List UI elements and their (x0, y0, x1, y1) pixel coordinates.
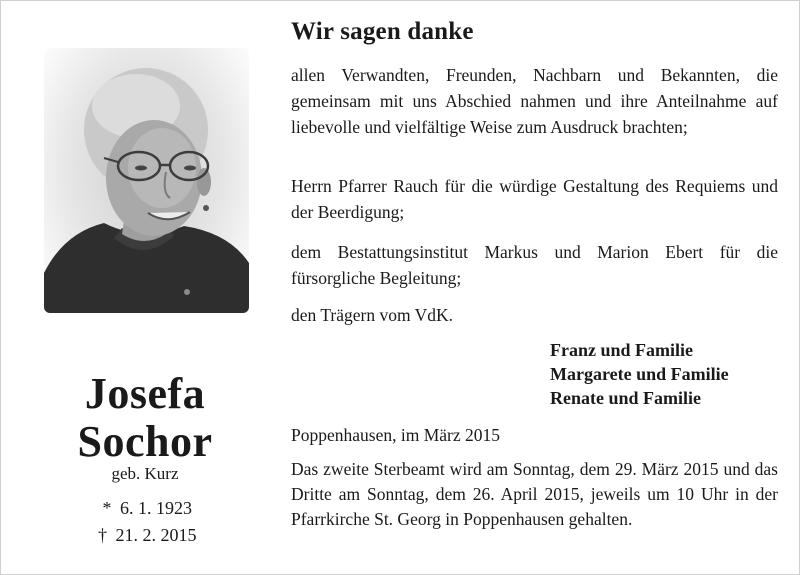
thanks-paragraph: dem Bestattungsinstitut Markus und Marion Ebert für die fürsorgliche Begleitung; (291, 242, 778, 288)
service-note: Das zweite Sterbeamt wird am Sonntag, dem 29. März 2015 und das Dritte am Sonntag, dem 26. April 2015, jeweils um 10 Uhr in der Pfarrkirche St. Georg in Poppenhausen gehalten. (291, 459, 778, 529)
thanks-paragraph: allen Verwandten, Freunden, Nachbarn und Bekannten, die gemeinsam mit uns Abschied nahmen und ihre Anteilnahme auf liebevolle und vielfältige Weise zum Ausdruck brachten; (291, 65, 778, 137)
birth-star-icon: * (102, 498, 112, 518)
death-cross-icon: † (98, 525, 107, 545)
portrait-photo (44, 48, 249, 313)
first-name: Josefa (84, 369, 206, 418)
death-date: 21. 2. 2015 (115, 525, 197, 545)
death-line (70, 525, 220, 546)
signature-line: Franz und Familie (550, 340, 693, 360)
birth-date: 6. 1. 1923 (120, 498, 192, 518)
last-name: Sochor (77, 417, 213, 466)
thanks-paragraph: den Trägern vom VdK. (291, 305, 454, 325)
portrait-illustration (44, 48, 249, 313)
thanks-heading: Wir sagen danke (291, 18, 474, 45)
maiden-name: geb. Kurz (111, 464, 179, 483)
signature-line: Margarete und Familie (550, 364, 729, 384)
thanks-paragraph: Herrn Pfarrer Rauch für die würdige Gestaltung des Requiems und der Beerdigung; (291, 176, 778, 222)
birth-line (70, 498, 220, 519)
signature-line: Renate und Familie (550, 388, 701, 408)
place-date: Poppenhausen, im März 2015 (291, 425, 500, 445)
